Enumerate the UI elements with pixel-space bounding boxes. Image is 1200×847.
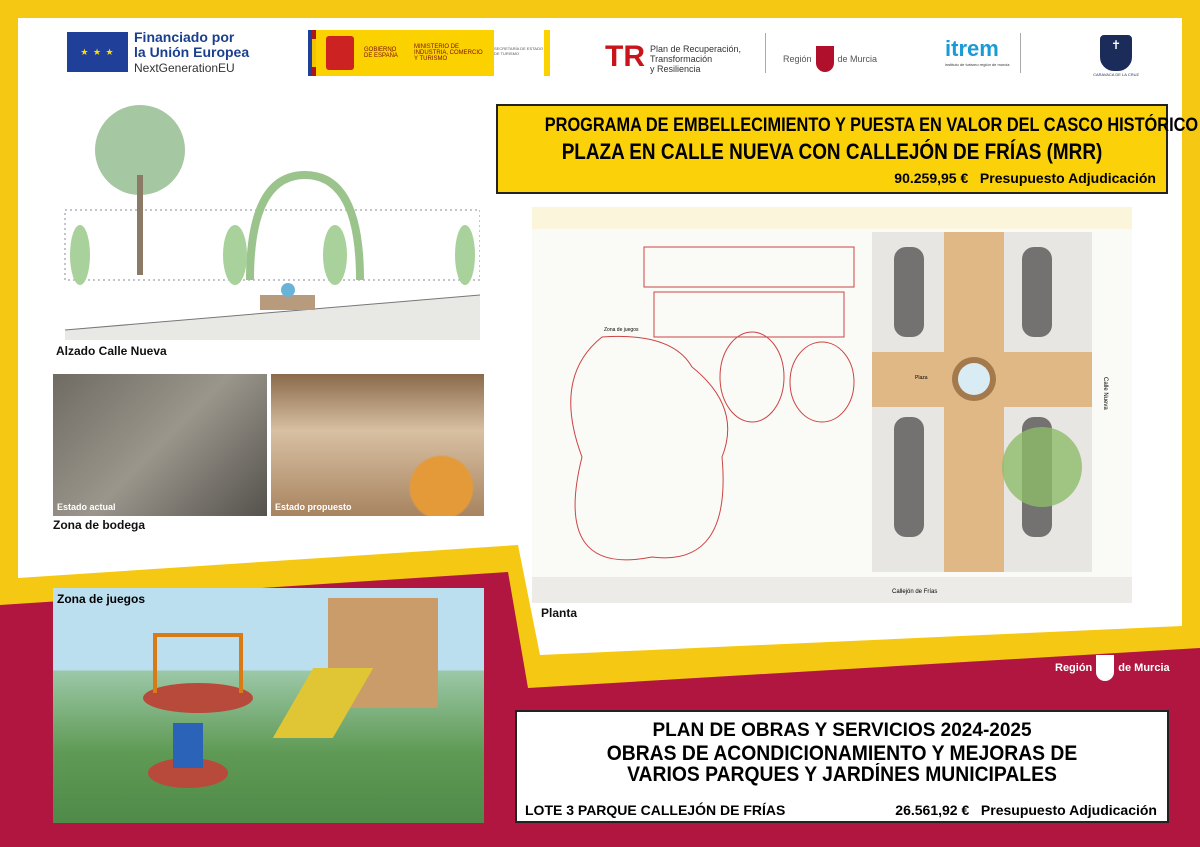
eu-line2: la Unión Europea bbox=[134, 44, 250, 60]
secretaria-text: SECRETARÍA DE ESTADO DE TURISMO bbox=[494, 30, 544, 76]
planta-caption: Planta bbox=[541, 606, 578, 620]
prtr-line1: Plan de Recuperación, bbox=[650, 44, 742, 54]
prtr-text bbox=[650, 44, 741, 74]
itrem-logo bbox=[945, 36, 999, 62]
region-text: Región bbox=[1055, 662, 1093, 674]
footer-budget-label: Presupuesto Adjudicación bbox=[980, 802, 1157, 818]
budget bbox=[894, 170, 1156, 186]
prtr-line2: Transformación bbox=[650, 54, 713, 64]
eu-flag-icon: ★ ★ ★ bbox=[67, 32, 128, 72]
coat-of-arms-icon bbox=[326, 36, 354, 70]
lote-label: LOTE 3 PARQUE CALLEJÓN DE FRÍAS bbox=[525, 802, 786, 818]
estado-actual-label: Estado actual bbox=[57, 502, 116, 512]
photo-estado-actual bbox=[53, 374, 267, 516]
eu-line1: Financiado por bbox=[134, 29, 235, 45]
region-murcia-logo-bottom bbox=[1055, 655, 1170, 681]
eu-logo-text bbox=[134, 30, 249, 60]
zona-juegos-caption: Zona de juegos bbox=[57, 592, 146, 606]
itrem-text: itrem bbox=[945, 36, 999, 61]
caravaca-shield-icon: ✝ bbox=[1100, 35, 1132, 71]
ministerio-text: MINISTERIO DE INDUSTRIA, COMERCIO Y TURISMO bbox=[414, 44, 483, 62]
plan-label-zona-juegos: Zona de juegos bbox=[604, 327, 639, 333]
gobierno-logo bbox=[308, 30, 550, 76]
program-title: PROGRAMA DE EMBELLECIMIENTO Y PUESTA EN VALOR DEL CASCO HISTÓRICO bbox=[544, 115, 1199, 136]
project-title-box bbox=[496, 104, 1199, 194]
caravaca-text: CARAVACA DE LA CRUZ bbox=[1093, 72, 1139, 77]
footer-budget-amount: 26.561,92 € bbox=[895, 802, 970, 818]
alzado-drawing bbox=[60, 95, 480, 340]
budget-amount: 90.259,95 € bbox=[894, 170, 969, 186]
spain-flag-icon bbox=[308, 30, 316, 76]
divider bbox=[765, 33, 766, 73]
site-plan-drawing bbox=[532, 207, 1132, 603]
footer-budget bbox=[895, 802, 1157, 818]
bodega-caption: Zona de bodega bbox=[53, 518, 146, 532]
region-murcia-logo bbox=[783, 46, 877, 72]
plan-label-calle-nueva: Calle Nueva bbox=[1102, 377, 1108, 410]
de-murcia-text: de Murcia bbox=[1118, 662, 1170, 674]
plan-label-callejon: Callejón de Frías bbox=[892, 589, 938, 595]
plan-subtitle-2: VARIOS PARQUES Y JARDÍNES MUNICIPALES bbox=[627, 763, 1057, 786]
gobierno-text: GOBIERNO DE ESPAÑA bbox=[364, 47, 398, 59]
photo-estado-propuesto bbox=[271, 374, 484, 516]
plan-subtitle-1: OBRAS DE ACONDICIONAMIENTO Y MEJORAS DE bbox=[606, 742, 1078, 765]
site-plan bbox=[532, 207, 1132, 603]
spring-rider bbox=[173, 723, 203, 768]
itrem-subtitle: instituto de turismo región de murcia bbox=[945, 62, 1010, 67]
murcia-shield-icon bbox=[1096, 655, 1114, 681]
eu-line3: NextGenerationEU bbox=[134, 61, 235, 75]
divider bbox=[1020, 33, 1021, 73]
plan-label-plaza: Plaza bbox=[915, 375, 928, 381]
prtr-logo-icon: TR bbox=[605, 40, 645, 73]
de-murcia-text: de Murcia bbox=[837, 54, 878, 64]
plan-title: PLAN DE OBRAS Y SERVICIOS 2024-2025 bbox=[652, 720, 1032, 741]
swing-frame bbox=[153, 633, 243, 693]
project-title: PLAZA EN CALLE NUEVA CON CALLEJÓN DE FRÍAS (MRR) bbox=[561, 139, 1103, 164]
prtr-line3: y Resiliencia bbox=[650, 64, 701, 74]
budget-label: Presupuesto Adjudicación bbox=[979, 170, 1156, 186]
alzado-caption: Alzado Calle Nueva bbox=[56, 344, 167, 358]
murcia-shield-icon bbox=[816, 46, 834, 72]
region-text: Región bbox=[783, 54, 812, 64]
estado-propuesto-label: Estado propuesto bbox=[275, 502, 352, 512]
plan-obras-box bbox=[515, 710, 1169, 823]
playground-render bbox=[53, 588, 484, 823]
